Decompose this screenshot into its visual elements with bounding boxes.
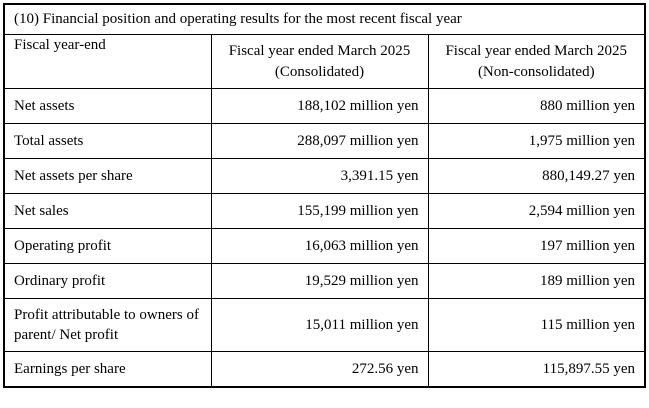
non-consolidated-value: 2,594 million yen <box>428 194 645 229</box>
header-consolidated-line2: (Consolidated) <box>274 63 365 80</box>
non-consolidated-value: 197 million yen <box>428 229 645 264</box>
row-label: Total assets <box>4 124 211 159</box>
non-consolidated-value: 189 million yen <box>428 264 645 299</box>
non-consolidated-value: 880 million yen <box>428 89 645 124</box>
non-consolidated-value: 115 million yen <box>428 299 645 352</box>
financial-results-table <box>3 3 646 388</box>
non-consolidated-value: 1,975 million yen <box>428 124 645 159</box>
row-label: Earnings per share <box>4 352 211 388</box>
row-label: Net assets per share <box>4 159 211 194</box>
consolidated-value: 15,011 million yen <box>211 299 428 352</box>
header-non-consolidated-line1: Fiscal year ended March 2025 <box>445 43 628 60</box>
row-label: Operating profit <box>4 229 211 264</box>
table-row-operating-profit <box>4 229 645 264</box>
header-consolidated-line1: Fiscal year ended March 2025 <box>228 43 411 60</box>
title-row <box>4 4 645 35</box>
header-consolidated <box>211 35 428 89</box>
header-non-consolidated <box>428 35 645 89</box>
header-row <box>4 35 645 89</box>
non-consolidated-value: 115,897.55 yen <box>428 352 645 388</box>
consolidated-value: 272.56 yen <box>211 352 428 388</box>
row-label: Net assets <box>4 89 211 124</box>
consolidated-value: 288,097 million yen <box>211 124 428 159</box>
table-row-net-sales <box>4 194 645 229</box>
table-title: (10) Financial position and operating results for the most recent fiscal year <box>4 4 645 35</box>
table-row-total-assets <box>4 124 645 159</box>
table-row-earnings-per-share <box>4 352 645 388</box>
row-label: Profit attributable to owners of parent/ Net profit <box>4 299 211 352</box>
consolidated-value: 19,529 million yen <box>211 264 428 299</box>
non-consolidated-value: 880,149.27 yen <box>428 159 645 194</box>
consolidated-value: 188,102 million yen <box>211 89 428 124</box>
consolidated-value: 3,391.15 yen <box>211 159 428 194</box>
table-row-ordinary-profit <box>4 264 645 299</box>
consolidated-value: 16,063 million yen <box>211 229 428 264</box>
header-non-consolidated-line2: (Non-consolidated) <box>477 63 595 80</box>
row-label: Net sales <box>4 194 211 229</box>
header-fiscal-year-end: Fiscal year-end <box>4 35 211 89</box>
table-row-net-assets <box>4 89 645 124</box>
table-row-profit-attributable <box>4 299 645 352</box>
table-row-net-assets-per-share <box>4 159 645 194</box>
consolidated-value: 155,199 million yen <box>211 194 428 229</box>
row-label: Ordinary profit <box>4 264 211 299</box>
